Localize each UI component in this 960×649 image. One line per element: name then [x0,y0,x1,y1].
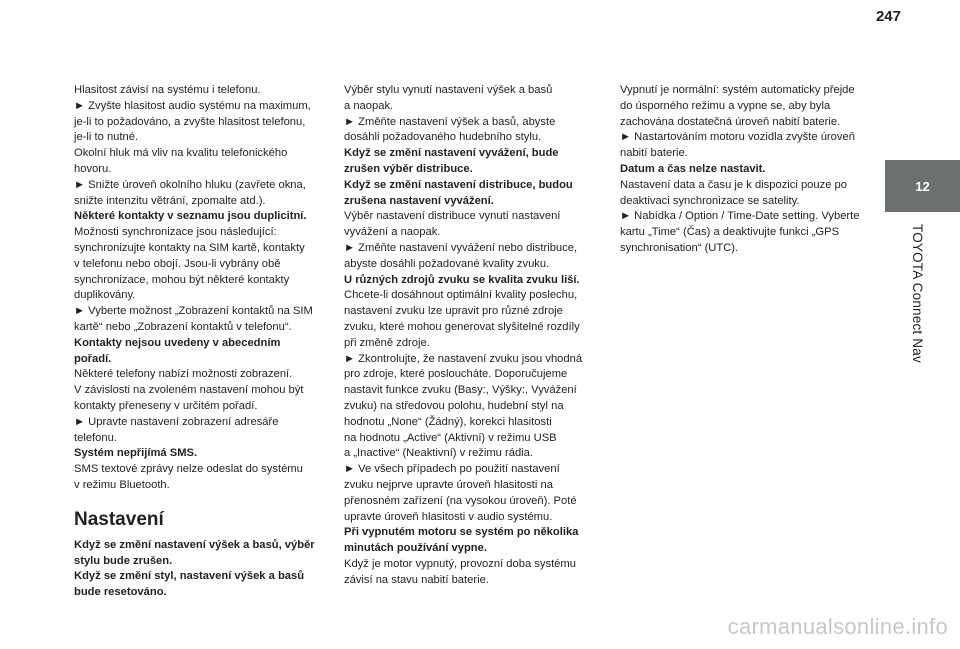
watermark: carmanualsonline.info [727,614,948,639]
paragraph: ► Zkontrolujte, že nastavení zvuku jsou vhodná pro zdroje, které posloucháte. Doporučujeme nastavit funkce zvuku (Basy:, Výšky:, Vyvážení zvuku) na středovou polohu, hudební styl na hodnotu „None“ (Žádný), korekci hlasitosti na hodnotu „Active“ (Aktivní) v režimu USB a „Inactive“ (Neaktivní) v režimu rádia. [344,352,583,460]
paragraph: ► Ve všech případech po použití nastavení zvuku nejprve upravte úroveň hlasitosti na přenosném zařízení (na vysokou úroveň). Poté upravte úroveň hlasitosti v audio systému. [344,463,577,523]
paragraph: Vypnutí je normální: systém automaticky přejde do úsporného režimu a vypne se, aby byla zachována dostatečná úroveň nabití baterie. [620,84,855,128]
text-column-2 [344,83,604,589]
side-title: TOYOTA Connect Nav [910,224,925,363]
paragraph: ► Snižte úroveň okolního hluku (zavřete okna, snižte intenzitu větrání, zpomalte atd.). [74,178,306,207]
bold-paragraph: Když se změní nastavení výšek a basů, výběr stylu bude zrušen. [74,538,315,567]
bold-paragraph: Systém nepřijímá SMS. [74,447,198,460]
paragraph: Možnosti synchronizace jsou následující: synchronizujte kontakty na SIM kartě, kontakty v telefonu nebo obojí. Jsou-li vybrány obě synchronizace, mohou být některé kontakty duplikovány. [74,226,305,302]
bold-paragraph: Když se změní nastavení vyvážení, bude zrušen výběr distribuce. [344,147,559,175]
section-heading: Nastavení [74,508,164,530]
paragraph: Nastavení data a času je k dispozici pouze po deaktivaci synchronizace se satelity. [620,178,847,207]
bold-paragraph: Když se změní styl, nastavení výšek a basů bude resetováno. [74,570,305,599]
paragraph: ► Nabídka / Option / Time-Date setting. Vyberte kartu „Time“ (Čas) a deaktivujte funkci „GPS synchronisation“ (UTC). [620,210,860,254]
text-column-3 [620,83,876,257]
paragraph: ► Změňte nastavení výšek a basů, abyste dosáhli požadovaného hudebního stylu. [344,115,556,144]
paragraph: ► Nastartováním motoru vozidla zvyšte úroveň nabití baterie. [620,131,855,160]
bold-paragraph: Datum a čas nelze nastavit. [620,162,766,175]
bold-paragraph: Kontakty nejsou uvedeny v abecedním pořadí. [74,336,281,365]
chapter-tab[interactable]: 12 [885,160,960,212]
paragraph: ► Vyberte možnost „Zobrazení kontaktů na SIM kartě“ nebo „Zobrazení kontaktů v telefonu“. [74,305,313,333]
paragraph: ► Změňte nastavení vyvážení nebo distribuce, abyste dosáhli požadované kvality zvuku. [344,241,578,270]
paragraph: Některé telefony nabízí možnosti zobrazení. V závislosti na zvoleném nastavení mohou být kontakty přeneseny v určitém pořadí. [74,368,304,412]
paragraph: ► Upravte nastavení zobrazení adresáře telefonu. [74,415,279,444]
bold-paragraph: U různých zdrojů zvuku se kvalita zvuku liší. [344,273,580,286]
paragraph: Chcete-li dosáhnout optimální kvality poslechu, nastavení zvuku lze upravit pro různé zdroje zvuku, které mohou generovat slyšitelné rozdíly při změně zdroje. [344,289,580,349]
paragraph: Výběr stylu vynutí nastavení výšek a basů a naopak. [344,84,553,112]
paragraph: SMS textové zprávy nelze odeslat do systému v režimu Bluetooth. [74,463,303,491]
bold-paragraph: Když se změní nastavení distribuce, budou zrušena nastavení vyvážení. [344,178,573,207]
page-number: 247 [875,8,901,25]
bold-paragraph: Některé kontakty v seznamu jsou duplicitní. [74,210,307,223]
paragraph: Výběr nastavení distribuce vynutí nastavení vyvážení a naopak. [344,210,561,239]
paragraph: Okolní hluk má vliv na kvalitu telefonického hovoru. [74,147,288,175]
paragraph: ► Zvyšte hlasitost audio systému na maximum, je-li to požadováno, a zvyšte hlasitost telefonu, je-li to nutné. [74,99,311,144]
text-column-1 [74,83,330,601]
paragraph: Když je motor vypnutý, provozní doba systému závisí na stavu nabití baterie. [344,557,576,586]
bold-paragraph: Při vypnutém motoru se systém po několika minutách používání vypne. [344,526,579,555]
paragraph: Hlasitost závisí na systému i telefonu. [74,84,261,96]
